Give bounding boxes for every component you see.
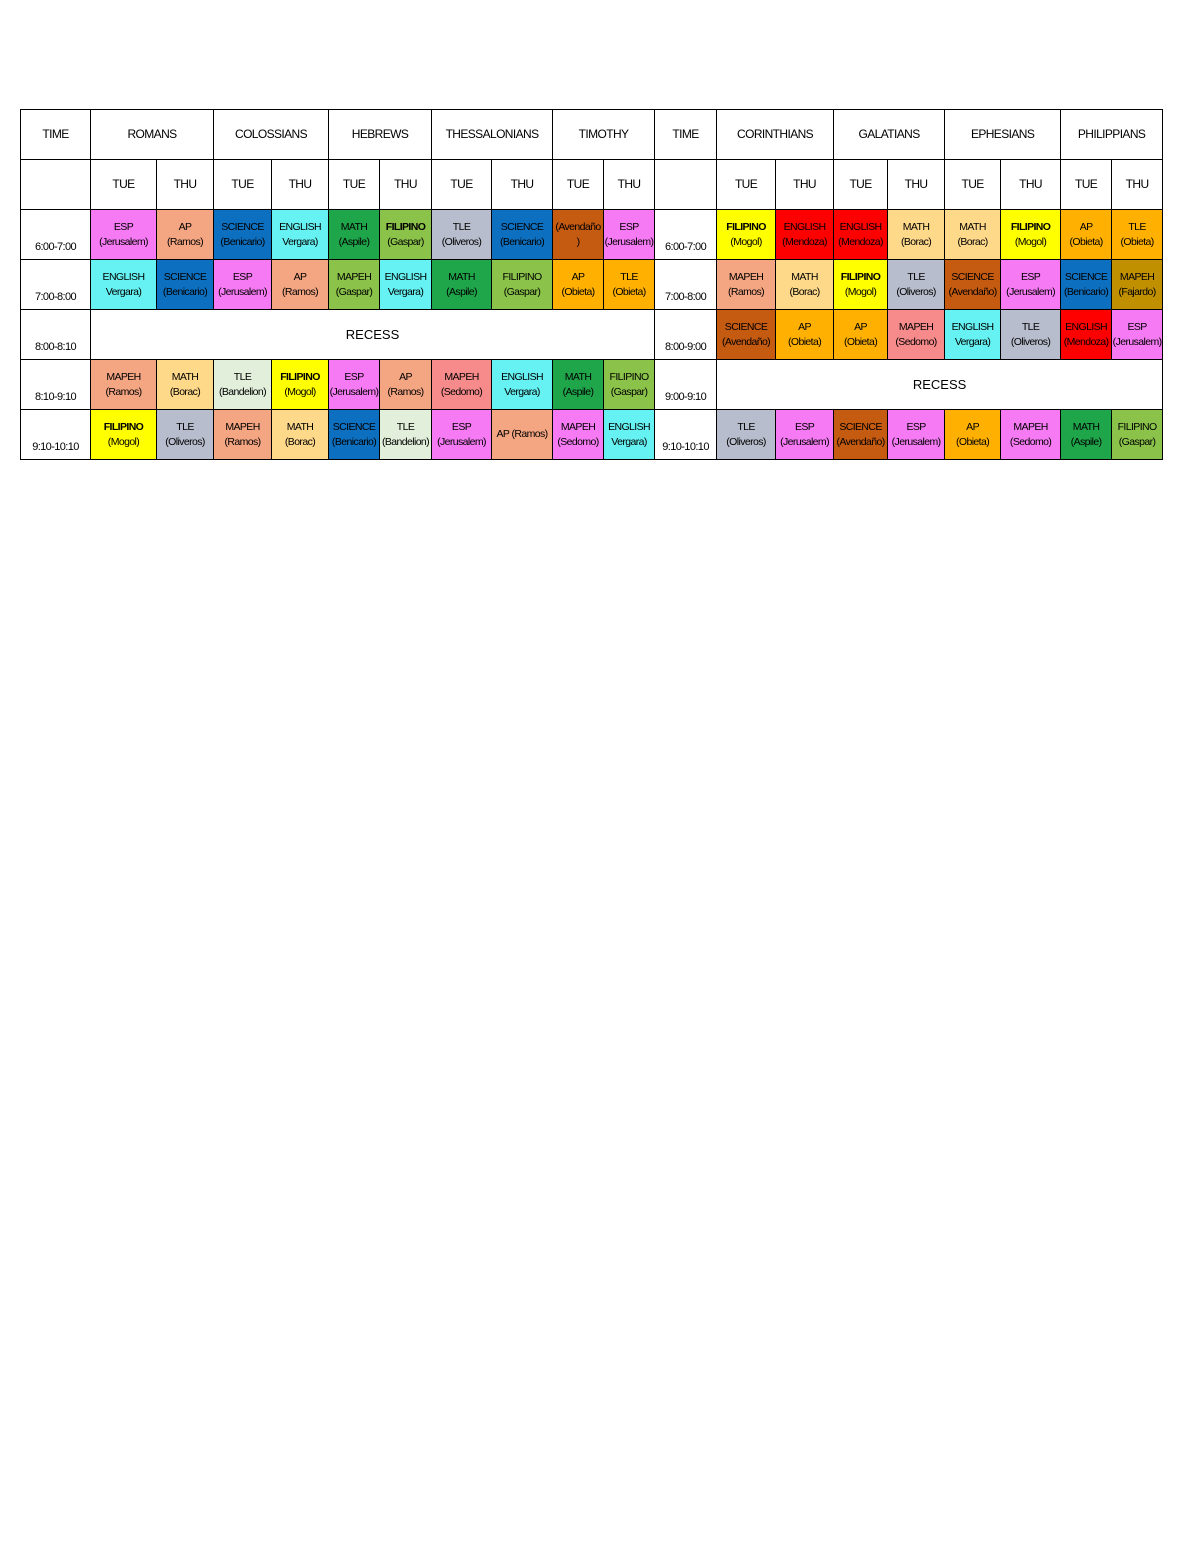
schedule-cell — [717, 410, 776, 460]
teacher-name: (Avendaño) — [836, 435, 885, 448]
teacher-name: (Benicario) — [162, 285, 208, 298]
schedule-cell — [432, 360, 492, 410]
subject-name: ENGLISH — [783, 221, 826, 234]
schedule-cell — [1061, 410, 1112, 460]
schedule-cell — [604, 360, 655, 410]
subject-name: MAPEH — [444, 371, 479, 384]
teacher-name: (Mogol) — [1014, 235, 1047, 248]
teacher-name: (Jerusalem) — [780, 435, 829, 448]
subject-name: SCIENCE — [500, 221, 544, 234]
subject-name: AP — [854, 321, 867, 334]
schedule-cell — [214, 210, 272, 260]
teacher-name: (Mogol) — [107, 435, 140, 448]
subject-name: AP — [293, 271, 307, 284]
teacher-name: (Obieta) — [1120, 235, 1154, 248]
teacher-name: Vergara) — [954, 335, 991, 348]
day-header-tue: TUE — [214, 160, 272, 210]
schedule-cell — [553, 360, 604, 410]
schedule-cell — [329, 260, 380, 310]
time-slot: 6:00-7:00 — [655, 210, 717, 260]
schedule-cell — [1061, 310, 1112, 360]
schedule-cell — [553, 410, 604, 460]
day-header-thu: THU — [604, 160, 655, 210]
teacher-name: (Jerusalem) — [604, 235, 654, 248]
schedule-cell — [272, 360, 329, 410]
day-header-tue: TUE — [945, 160, 1001, 210]
section-header: TIMOTHY — [553, 110, 655, 160]
schedule-cell — [1001, 210, 1061, 260]
teacher-name: (Obieta) — [843, 335, 878, 348]
schedule-cell — [945, 260, 1001, 310]
subject-name: FILIPINO — [840, 271, 881, 284]
subject-name: AP (Ramos) — [496, 428, 548, 441]
subject-name: SCIENCE — [724, 321, 768, 334]
teacher-name: (Obieta) — [561, 285, 595, 298]
teacher-name: (Benicario) — [220, 235, 265, 248]
schedule-cell — [888, 210, 945, 260]
schedule-cell — [432, 260, 492, 310]
schedule-cell — [492, 260, 553, 310]
schedule-cell — [380, 360, 432, 410]
time-header-left: TIME — [21, 110, 91, 160]
subject-name: SCIENCE — [163, 271, 207, 284]
subject-name: MAPEH — [560, 421, 596, 434]
day-header-tue: TUE — [1061, 160, 1112, 210]
teacher-name: (Ramos) — [166, 235, 204, 248]
teacher-name: (Benicario) — [499, 235, 545, 248]
schedule-cell — [1061, 260, 1112, 310]
schedule-cell — [834, 410, 888, 460]
schedule-cell — [888, 260, 945, 310]
teacher-name: (Mogol) — [284, 385, 316, 398]
section-header: THESSALONIANS — [432, 110, 553, 160]
schedule-cell — [329, 210, 380, 260]
schedule-cell — [1001, 410, 1061, 460]
teacher-name: (Sedomo) — [557, 435, 599, 448]
subject-name: MATH — [448, 271, 475, 284]
schedule-cell — [492, 210, 553, 260]
teacher-name: (Borac) — [900, 235, 932, 248]
subject-name: ENGLISH — [384, 271, 427, 284]
subject-name: ESP — [619, 221, 639, 234]
schedule-cell — [834, 310, 888, 360]
teacher-name: (Mogol) — [844, 285, 877, 298]
subject-name: ENGLISH — [608, 421, 650, 434]
subject-name: ENGLISH — [102, 271, 145, 284]
schedule-cell — [888, 410, 945, 460]
schedule-cell — [380, 210, 432, 260]
schedule-cell — [717, 260, 776, 310]
teacher-name: (Borac) — [284, 435, 316, 448]
schedule-cell — [776, 310, 834, 360]
subject-name: MATH — [564, 371, 592, 384]
teacher-name: Vergara) — [387, 285, 424, 298]
day-header-thu: THU — [157, 160, 214, 210]
schedule-cell — [717, 310, 776, 360]
day-header-thu: THU — [380, 160, 432, 210]
teacher-name: (Jerusalem) — [437, 435, 486, 448]
subject-name: MATH — [791, 271, 818, 284]
schedule-cell — [157, 260, 214, 310]
teacher-name: (Oliveros) — [896, 285, 936, 298]
day-header-tue: TUE — [553, 160, 604, 210]
day-header-tue: TUE — [91, 160, 157, 210]
schedule-cell — [604, 210, 655, 260]
schedule-cell — [91, 260, 157, 310]
subject-name: FILIPINO — [1117, 421, 1157, 434]
teacher-name: (Mendoza) — [1063, 335, 1109, 348]
schedule-cell — [1112, 410, 1163, 460]
time-slot: 9:00-9:10 — [655, 360, 717, 410]
subject-name: MAPEH — [1013, 421, 1048, 434]
subject-name: ESP — [794, 421, 815, 434]
schedule-cell — [432, 410, 492, 460]
schedule-cell — [272, 210, 329, 260]
subject-name: MATH — [902, 221, 930, 234]
teacher-name: (Mendoza) — [838, 235, 883, 248]
time-slot: 9:10-10:10 — [655, 410, 717, 460]
teacher-name: (Jerusalem) — [99, 235, 148, 248]
schedule-cell — [157, 410, 214, 460]
subject-name: AP — [1079, 221, 1093, 234]
teacher-name: (Benicario) — [331, 435, 377, 448]
schedule-cell — [492, 360, 553, 410]
schedule-cell — [272, 260, 329, 310]
teacher-name: (Ramos) — [224, 435, 261, 448]
time-slot: 7:00-8:00 — [21, 260, 91, 310]
subject-name: ESP — [344, 371, 364, 384]
teacher-name: (Avendaño) — [721, 335, 771, 348]
teacher-name: (Obieta) — [956, 435, 990, 448]
subject-name: FILIPINO — [385, 221, 426, 234]
schedule-cell — [604, 260, 655, 310]
day-header-tue: TUE — [717, 160, 776, 210]
day-header-tue: TUE — [432, 160, 492, 210]
subject-name: TLE — [396, 421, 415, 434]
time-slot: 8:00-9:00 — [655, 310, 717, 360]
teacher-name: (Gaspar) — [387, 235, 424, 248]
teacher-name: (Aspile) — [338, 235, 370, 248]
teacher-name: Vergara) — [611, 435, 647, 448]
time-slot: 8:10-9:10 — [21, 360, 91, 410]
day-header-thu: THU — [888, 160, 945, 210]
subject-name: TLE — [1021, 321, 1040, 334]
teacher-name: (Aspile) — [1070, 435, 1102, 448]
subject-name: ESP — [906, 421, 926, 434]
subject-name: ENGLISH — [501, 371, 543, 384]
schedule-cell — [945, 310, 1001, 360]
subject-name: MATH — [171, 371, 199, 384]
teacher-name: (Borac) — [169, 385, 201, 398]
day-header-thu: THU — [1112, 160, 1163, 210]
teacher-name: (Sedomo) — [1009, 435, 1052, 448]
schedule-cell — [1001, 310, 1061, 360]
subject-name: FILIPINO — [726, 221, 766, 234]
schedule-cell — [380, 410, 432, 460]
teacher-name: (Gaspar) — [335, 285, 373, 298]
section-header: EPHESIANS — [945, 110, 1061, 160]
subject-name: AP — [399, 371, 412, 384]
schedule-cell — [214, 360, 272, 410]
schedule-cell — [157, 360, 214, 410]
subject-name: MAPEH — [728, 271, 764, 284]
schedule-cell — [776, 210, 834, 260]
schedule-cell — [717, 210, 776, 260]
teacher-name: (Ramos) — [728, 285, 765, 298]
subject-name: FILIPINO — [502, 271, 542, 284]
teacher-name: (Jerusalem) — [891, 435, 941, 448]
day-header-tue: TUE — [834, 160, 888, 210]
subject-name: ENGLISH — [1065, 321, 1108, 334]
schedule-cell — [776, 410, 834, 460]
schedule-cell — [272, 410, 329, 460]
teacher-name: (Bandelion) — [218, 385, 267, 398]
teacher-name: ) — [576, 235, 580, 248]
teacher-name: (Jerusalem) — [329, 385, 379, 398]
schedule-cell — [492, 410, 553, 460]
schedule-cell — [1112, 210, 1163, 260]
subject-name: SCIENCE — [221, 221, 264, 234]
teacher-name: (Obieta) — [787, 335, 822, 348]
schedule-cell — [91, 210, 157, 260]
subject-name: ESP — [451, 421, 472, 434]
schedule-cell — [945, 210, 1001, 260]
schedule-cell — [553, 260, 604, 310]
subject-name: FILIPINO — [103, 421, 144, 434]
schedule-cell — [329, 360, 380, 410]
teacher-name: (Mendoza) — [782, 235, 827, 248]
teacher-name: (Aspile) — [562, 385, 594, 398]
subject-name: ENGLISH — [951, 321, 994, 334]
schedule-cell — [1001, 260, 1061, 310]
time-slot: 8:00-8:10 — [21, 310, 91, 360]
schedule-cell — [1061, 210, 1112, 260]
subject-name: MATH — [286, 421, 314, 434]
subject-name: TLE — [1128, 221, 1146, 234]
time-header-right: TIME — [655, 110, 717, 160]
subject-name: TLE — [620, 271, 638, 284]
teacher-name: Vergara) — [105, 285, 142, 298]
subject-name: MATH — [340, 221, 368, 234]
subject-name: AP — [966, 421, 979, 434]
subject-name: SCIENCE — [951, 271, 994, 284]
schedule-cell — [776, 260, 834, 310]
time-slot: 6:00-7:00 — [21, 210, 91, 260]
teacher-name: (Sedomo) — [895, 335, 937, 348]
section-header: COLOSSIANS — [214, 110, 329, 160]
teacher-name: (Benicario) — [1064, 285, 1109, 298]
teacher-name: (Jerusalem) — [1006, 285, 1055, 298]
subject-name: TLE — [233, 371, 252, 384]
class-schedule-table — [20, 109, 1163, 460]
subject-name: MAPEH — [1119, 271, 1155, 284]
teacher-name: (Borac) — [789, 285, 820, 298]
schedule-cell — [91, 410, 157, 460]
teacher-name: (Fajardo) — [1118, 285, 1156, 298]
schedule-cell — [888, 310, 945, 360]
teacher-name: (Gaspar) — [1118, 435, 1156, 448]
subject-name: TLE — [452, 221, 471, 234]
teacher-name: (Obieta) — [1069, 235, 1103, 248]
subject-name: ESP — [1020, 271, 1041, 284]
teacher-name: (Ramos) — [281, 285, 319, 298]
subject-name: AP — [178, 221, 192, 234]
teacher-name: (Jerusalem) — [218, 285, 267, 298]
day-header-thu: THU — [492, 160, 553, 210]
section-header: ROMANS — [91, 110, 214, 160]
teacher-name: (Gaspar) — [503, 285, 541, 298]
recess-cell: RECESS — [717, 360, 1163, 410]
section-header: CORINTHIANS — [717, 110, 834, 160]
subject-name: MAPEH — [106, 371, 141, 384]
day-header-thu: THU — [776, 160, 834, 210]
schedule-cell — [553, 210, 604, 260]
time-slot: 9:10-10:10 — [21, 410, 91, 460]
subject-name: ESP — [232, 271, 253, 284]
time-blank — [655, 160, 717, 210]
subject-name: AP — [798, 321, 811, 334]
schedule-cell — [157, 210, 214, 260]
teacher-name: (Bandelion) — [381, 435, 430, 448]
teacher-name: (Oliveros) — [165, 435, 205, 448]
subject-name: FILIPINO — [1010, 221, 1051, 234]
subject-name: FILIPINO — [280, 371, 320, 384]
teacher-name: Vergara) — [282, 235, 318, 248]
subject-name: MAPEH — [898, 321, 934, 334]
schedule-cell — [214, 260, 272, 310]
subject-name: MATH — [1072, 421, 1100, 434]
subject-name: ESP — [1127, 321, 1147, 334]
recess-cell: RECESS — [91, 310, 655, 360]
subject-name: SCIENCE — [1064, 271, 1108, 284]
subject-name: TLE — [737, 421, 755, 434]
day-header-tue: TUE — [329, 160, 380, 210]
subject-name: FILIPINO — [609, 371, 649, 384]
schedule-cell — [604, 410, 655, 460]
subject-name: SCIENCE — [839, 421, 882, 434]
teacher-name: (Gaspar) — [610, 385, 648, 398]
schedule-cell — [834, 260, 888, 310]
teacher-name: (Obieta) — [612, 285, 646, 298]
subject-name: (Avendaño — [555, 221, 601, 234]
subject-name: SCIENCE — [332, 421, 376, 434]
section-header: PHILIPPIANS — [1061, 110, 1163, 160]
subject-name: MATH — [959, 221, 986, 234]
teacher-name: (Jerusalem) — [1112, 335, 1162, 348]
schedule-cell — [329, 410, 380, 460]
schedule-cell — [214, 410, 272, 460]
schedule-cell — [432, 210, 492, 260]
section-header: HEBREWS — [329, 110, 432, 160]
teacher-name: (Mogol) — [730, 235, 762, 248]
day-header-thu: THU — [272, 160, 329, 210]
subject-name: TLE — [176, 421, 194, 434]
teacher-name: (Aspile) — [446, 285, 477, 298]
schedule-cell — [1112, 260, 1163, 310]
time-slot: 7:00-8:00 — [655, 260, 717, 310]
subject-name: MAPEH — [225, 421, 260, 434]
subject-name: ENGLISH — [279, 221, 321, 234]
teacher-name: (Sedomo) — [440, 385, 483, 398]
time-blank — [21, 160, 91, 210]
subject-name: ESP — [113, 221, 134, 234]
teacher-name: (Borac) — [957, 235, 988, 248]
subject-name: ENGLISH — [839, 221, 882, 234]
teacher-name: (Oliveros) — [1010, 335, 1051, 348]
schedule-cell — [1112, 310, 1163, 360]
day-header-thu: THU — [1001, 160, 1061, 210]
teacher-name: (Ramos) — [105, 385, 142, 398]
subject-name: AP — [571, 271, 585, 284]
subject-name: TLE — [907, 271, 925, 284]
teacher-name: (Oliveros) — [726, 435, 766, 448]
schedule-cell — [945, 410, 1001, 460]
schedule-cell — [380, 260, 432, 310]
schedule-cell — [834, 210, 888, 260]
teacher-name: (Ramos) — [387, 385, 424, 398]
schedule-cell — [91, 360, 157, 410]
teacher-name: (Avendaño) — [948, 285, 997, 298]
section-header: GALATIANS — [834, 110, 945, 160]
teacher-name: (Oliveros) — [441, 235, 482, 248]
teacher-name: Vergara) — [504, 385, 540, 398]
subject-name: MAPEH — [336, 271, 372, 284]
